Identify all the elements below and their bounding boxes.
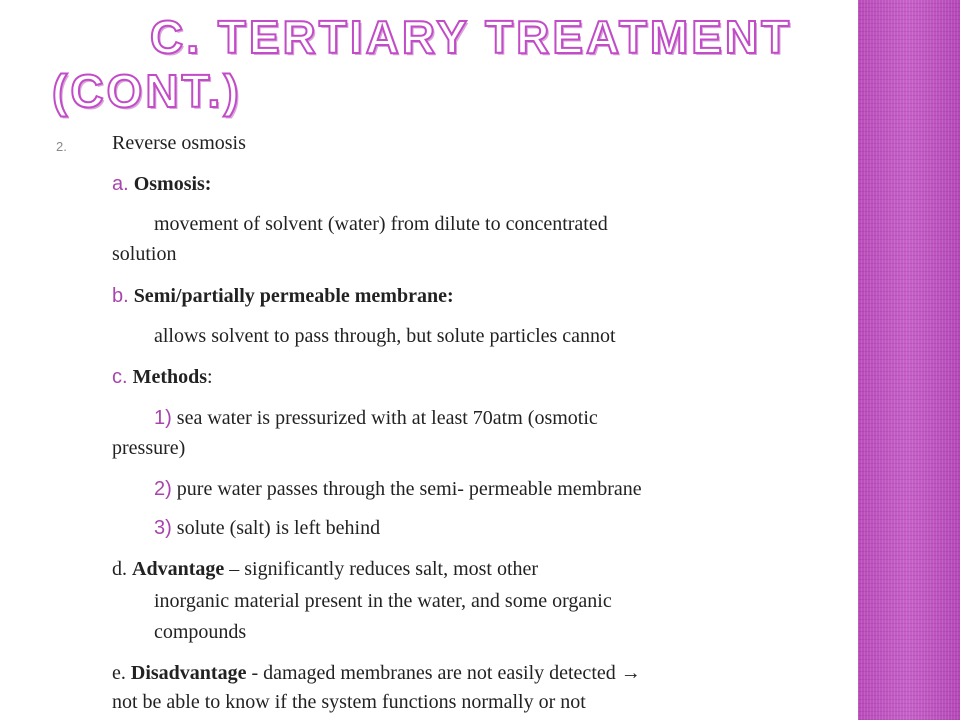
disadvantage-line1 (112, 661, 641, 685)
osmosis-term: Osmosis: (133, 173, 212, 195)
advantage-line3: compounds (154, 621, 247, 643)
methods-marker: c. (112, 366, 128, 388)
disadvantage-text-1: - damaged membranes are not easily detected (246, 662, 621, 684)
step-3-marker: 3) (154, 517, 172, 539)
membrane-definition: allows solvent to pass through, but solute particles cannot (154, 325, 616, 347)
method-step-1 (154, 406, 598, 430)
methods-colon: : (207, 366, 213, 388)
methods-heading (112, 365, 213, 389)
step-2-marker: 2) (154, 478, 172, 500)
osmosis-definition-line1: movement of solvent (water) from dilute to concentrated (154, 213, 608, 235)
disadvantage-term: Disadvantage (130, 662, 247, 684)
membrane-marker: b. (112, 285, 129, 307)
osmosis-definition-line2: solution (112, 243, 177, 265)
membrane-heading (112, 284, 454, 308)
advantage-line1 (112, 557, 538, 581)
step-3-text: solute (salt) is left behind (176, 517, 381, 539)
advantage-term: Advantage (132, 558, 225, 580)
item-title: Reverse osmosis (112, 132, 246, 154)
disadvantage-marker: e. (112, 662, 126, 684)
method-step-1-line2: pressure) (112, 437, 186, 459)
step-2-text: pure water passes through the semi- permeable membrane (176, 478, 642, 500)
osmosis-marker: a. (112, 173, 129, 195)
method-step-2 (154, 477, 642, 501)
membrane-term: Semi/partially permeable membrane: (133, 285, 454, 307)
step-1-marker: 1) (154, 407, 172, 429)
advantage-line2: inorganic material present in the water, and some organic (154, 590, 612, 612)
method-step-3 (154, 516, 380, 540)
title-line-1: C. TERTIARY TREATMENT (150, 11, 793, 63)
osmosis-heading (112, 172, 211, 196)
advantage-text-1: significantly reduces salt, most other (244, 558, 539, 580)
step-1-text: sea water is pressurized with at least 70atm (osmotic (176, 407, 598, 429)
advantage-dash: – (224, 558, 245, 580)
disadvantage-line2: not be able to know if the system functions normally or not (112, 691, 586, 713)
title-line-2: (CONT.) (52, 65, 242, 117)
item-number: 2. (56, 139, 67, 154)
decorative-sidebar (858, 0, 960, 720)
advantage-marker: d. (112, 558, 127, 580)
methods-term: Methods (132, 366, 208, 388)
arrow-right-icon: → (620, 662, 641, 684)
